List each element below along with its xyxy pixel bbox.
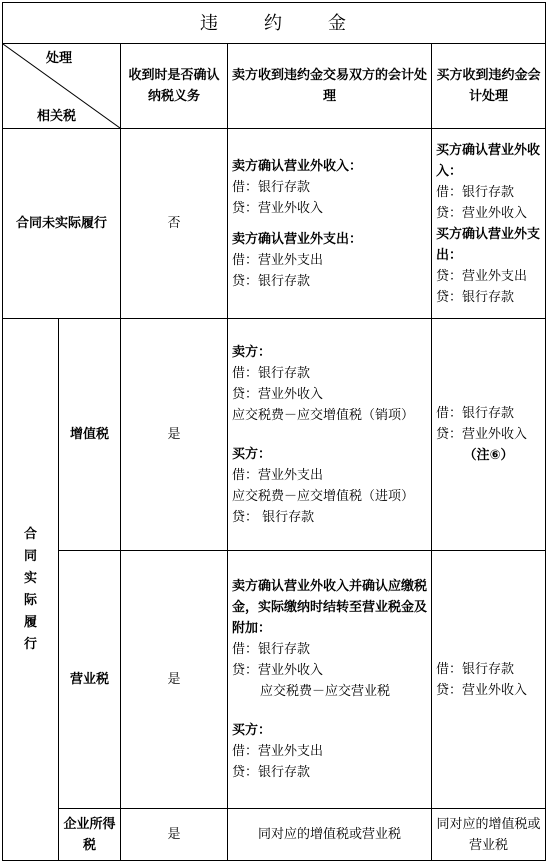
entry-line: 借：银行存款 [232,179,311,195]
row-not-performed [3,129,546,319]
group-char: 同 [23,548,37,564]
entry-line: 借：银行存款 [436,661,515,677]
entry-line: 应交税费－应交营业税 [260,684,391,699]
diag-bottom-label: 相关税 [37,109,77,124]
group-char: 实 [23,570,37,586]
entry-line: 贷：营业外收入 [436,205,528,221]
header-col-buyer: 买方收到违约金会计处理 [432,44,546,129]
title-char: 违 [200,12,221,34]
title-char: 约 [264,12,285,34]
row-income-tax [3,809,546,861]
row-label-business-tax: 营业税 [59,551,121,809]
entry-line: 应交税费－应交增值税（销项） [232,407,415,423]
entry-line: 借：银行存款 [436,406,515,421]
entry-line: 贷：营业外收入 [436,682,528,698]
entry-line: 贷：营业外支出 [436,268,528,284]
entry-line: 借：银行存款 [232,365,311,381]
entry-line: 买方确认营业外收入： [436,142,541,179]
row-not-performed-seller [228,129,432,319]
diagonal-header-cell [3,44,121,129]
header-col-seller: 卖方收到违约金交易双方的会计处理 [228,44,432,129]
row-vat-buyer [432,319,546,551]
row-vat-seller [228,319,432,551]
entry-line: 卖方确认营业外收入： [232,158,363,174]
row-label-vat: 增值税 [59,319,121,551]
row-vat-obligation: 是 [121,319,228,551]
header-col-tax-obligation: 收到时是否确认纳税义务 [121,44,228,129]
diag-top-label: 处理 [45,51,72,66]
group-char: 际 [23,592,37,608]
entry-note: （注⑥） [463,448,514,463]
row-business-tax-seller [228,551,432,809]
row-label-not-performed: 合同未实际履行 [3,129,121,319]
group-char: 履 [23,614,37,630]
row-not-performed-obligation: 否 [121,129,228,319]
entry-line: 贷： 银行存款 [232,509,315,525]
entry-line: 贷：银行存款 [232,765,311,780]
entry-line: 买方确认营业外支出： [436,226,541,263]
entry-line: 贷：营业外收入 [232,386,324,402]
header-row [3,44,546,129]
entry-line: 贷：营业外收入 [436,427,528,442]
penalty-accounting-table [2,2,546,861]
entry-line: 借：营业外支出 [232,467,324,483]
entry-line: 借：营业外支出 [232,744,324,759]
row-business-tax-buyer [432,551,546,809]
entry-line: 借：银行存款 [232,642,311,657]
group-char: 合 [23,526,37,542]
entry-line: 应交税费－应交增值税（进项） [232,488,415,504]
entry-line: 卖方： [232,344,272,360]
table-title [3,3,546,44]
title-row [3,3,546,44]
entry-line: 贷：营业外收入 [232,200,324,216]
row-business-tax-obligation: 是 [121,551,228,809]
row-not-performed-buyer [432,129,546,319]
entry-line: 卖方确认营业外支出： [232,231,363,247]
entry-line: 贷：银行存款 [232,273,311,289]
row-label-income-tax: 企业所得税 [59,809,121,861]
row-business-tax [3,551,546,809]
entry-line: 贷：营业外收入 [232,663,324,678]
group-char: 行 [23,636,37,652]
entry-line: 借：银行存款 [436,184,515,200]
group-label-performed [3,319,59,861]
row-income-tax-seller: 同对应的增值税或营业税 [228,809,432,861]
title-char: 金 [328,12,349,34]
entry-line: 买方： [232,446,272,462]
row-income-tax-obligation: 是 [121,809,228,861]
entry-line: 买方： [232,723,272,738]
entry-line: 借：营业外支出 [232,252,324,268]
entry-line: 贷：银行存款 [436,289,515,305]
row-income-tax-buyer: 同对应的增值税或营业税 [432,809,546,861]
row-vat [3,319,546,551]
entry-line: 卖方确认营业外收入并确认应缴税金，实际缴纳时结转至营业税金及附加： [232,579,428,636]
